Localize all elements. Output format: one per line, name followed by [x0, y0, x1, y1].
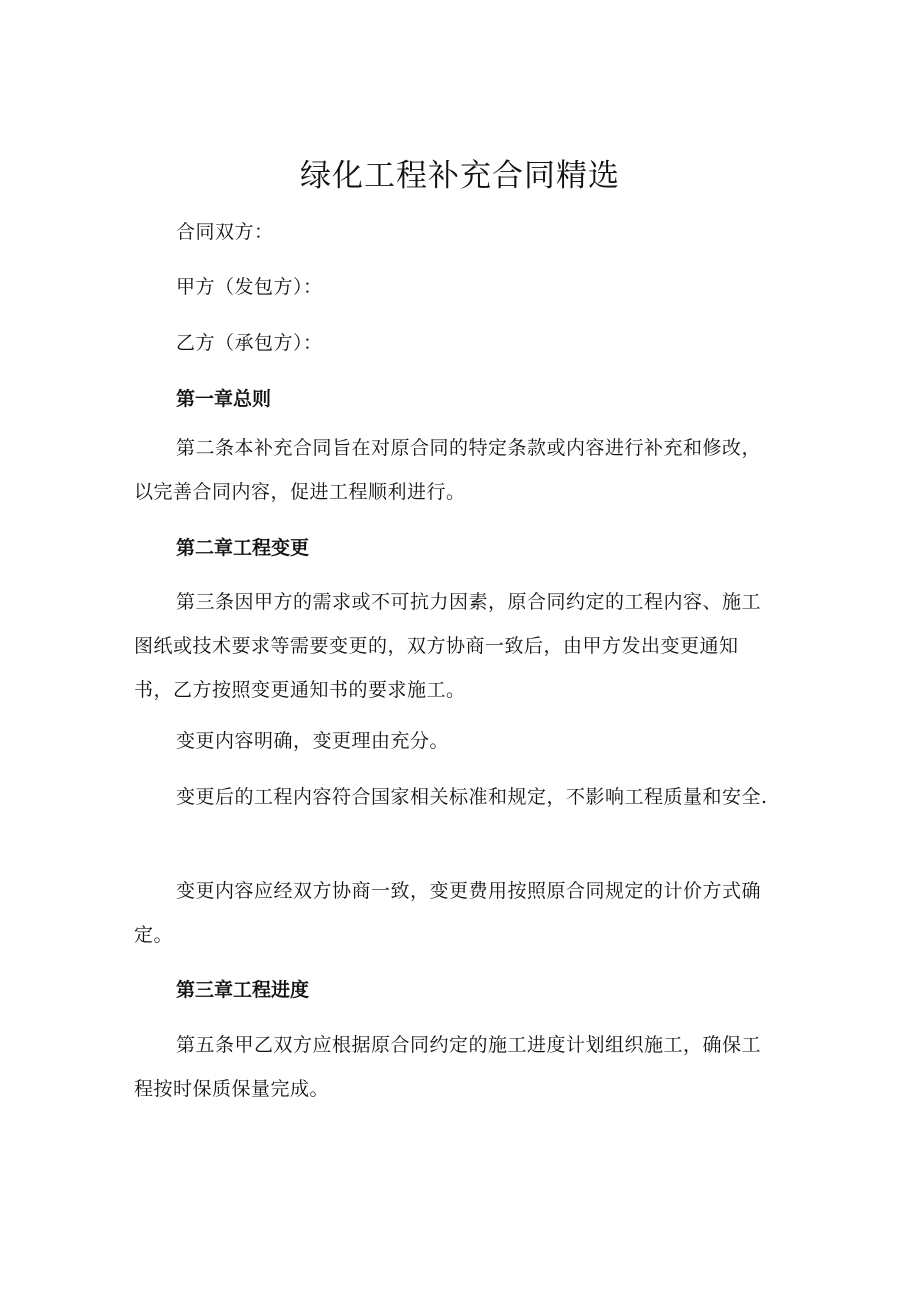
chapter1-paragraph: 第二条本补充合同旨在对原合同的特定条款或内容进行补充和修改，以完善合同内容，促进工程顺利进行。: [134, 437, 762, 503]
chapter2-heading: 第二章工程变更: [176, 537, 310, 559]
party-a-line: 甲方（发包方）：: [176, 276, 323, 298]
chapter2-paragraph-2: 变更内容明确，变更理由充分。: [176, 730, 450, 752]
chapter2-paragraph-1: 第三条因甲方的需求或不可抗力因素，原合同约定的工程内容、施工图纸或技术要求等需要变更的，双方协商一致后，由甲方发出变更通知书，乙方按照变更通知书的要求施工。: [134, 591, 762, 701]
document-title: 绿化工程补充合同精选: [300, 158, 620, 194]
chapter3-paragraph: 第五条甲乙双方应根据原合同约定的施工进度计划组织施工，确保工程按时保质保量完成。: [134, 1034, 762, 1100]
chapter3-heading: 第三章工程进度: [176, 979, 310, 1001]
parties-label: 合同双方：: [176, 221, 274, 243]
chapter1-heading: 第一章总则: [176, 388, 272, 410]
chapter2-paragraph-3: 变更后的工程内容符合国家相关标准和规定，不影响工程质量和安全.: [176, 786, 768, 808]
party-b-line: 乙方（承包方）：: [176, 332, 323, 354]
chapter2-paragraph-4: 变更内容应经双方协商一致，变更费用按照原合同规定的计价方式确定。: [134, 880, 762, 946]
